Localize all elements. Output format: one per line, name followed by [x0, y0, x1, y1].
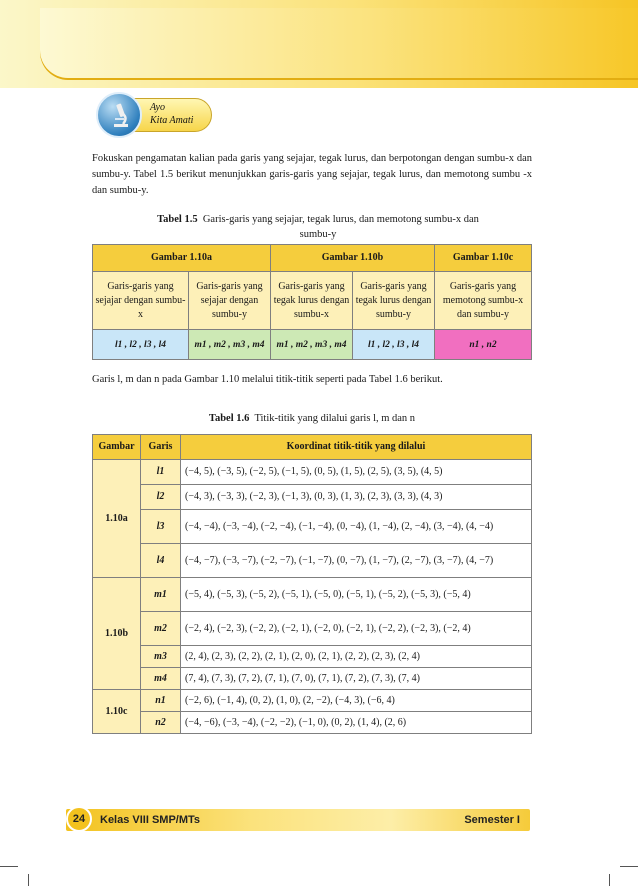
table16-line: m3 [141, 646, 181, 668]
table15-symbol: m1 , m2 , m3 , m4 [271, 330, 353, 360]
table-row [93, 578, 532, 612]
table15-symbol-row [93, 330, 532, 360]
table16-points: (−5, 4), (−5, 3), (−5, 2), (−5, 1), (−5, 0), (−5, 1), (−5, 2), (−5, 3), (−5, 4) [181, 578, 532, 612]
badge-line1: Ayo [150, 102, 165, 113]
badge-line2: Kita Amati [150, 115, 194, 126]
table16-line: m2 [141, 612, 181, 646]
table16-points: (−4, −6), (−3, −4), (−2, −2), (−1, 0), (0, 2), (1, 4), (2, 6) [181, 712, 532, 734]
table16-points: (−4, −4), (−3, −4), (−2, −4), (−1, −4), (0, −4), (1, −4), (2, −4), (3, −4), (4, −4) [181, 510, 532, 544]
table15-header-1: Gambar 1.10a [93, 245, 271, 272]
table-row [93, 612, 532, 646]
table-row [93, 712, 532, 734]
table16-points: (−4, 5), (−3, 5), (−2, 5), (−1, 5), (0, 5), (1, 5), (2, 5), (3, 5), (4, 5) [181, 460, 532, 485]
table16-points: (7, 4), (7, 3), (7, 2), (7, 1), (7, 0), (7, 1), (7, 2), (7, 3), (7, 4) [181, 668, 532, 690]
table15-desc: Garis-garis yang sejajar dengan sumbu-x [93, 272, 189, 330]
table16-points: (−2, 4), (−2, 3), (−2, 2), (−2, 1), (−2, 0), (−2, 1), (−2, 2), (−2, 3), (−2, 4) [181, 612, 532, 646]
table16-line: l1 [141, 460, 181, 485]
table-row [93, 544, 532, 578]
table16-line: n1 [141, 690, 181, 712]
crop-mark [0, 866, 18, 867]
ayo-kita-amati-badge [92, 92, 214, 138]
table15-header-2: Gambar 1.10b [271, 245, 435, 272]
badge-circle [96, 92, 142, 138]
table15-desc: Garis-garis yang sejajar dengan sumbu-y [189, 272, 271, 330]
table16-caption-label: Tabel 1.6 [208, 413, 250, 424]
table16-header-row [93, 435, 532, 460]
table-row [93, 485, 532, 510]
table15-caption [118, 212, 518, 242]
table16-line: m4 [141, 668, 181, 690]
table16-line: l2 [141, 485, 181, 510]
table15-caption-label: Tabel 1.5 [157, 214, 198, 225]
badge-text [150, 101, 193, 127]
table15-desc: Garis-garis yang memotong sumbu-x dan sumbu-y [435, 272, 532, 330]
table15-description-row [93, 272, 532, 330]
microscope-icon [111, 102, 131, 130]
table16-header: Gambar [93, 435, 141, 460]
table16-header: Garis [141, 435, 181, 460]
page-number: 24 [66, 806, 92, 832]
footer-semester: Semester I [464, 814, 520, 826]
table16-line: l3 [141, 510, 181, 544]
header-band [0, 0, 638, 88]
table16-points: (−4, −7), (−3, −7), (−2, −7), (−1, −7), (0, −7), (1, −7), (2, −7), (3, −7), (4, −7) [181, 544, 532, 578]
crop-mark [620, 866, 638, 867]
table16-points: (−2, 6), (−1, 4), (0, 2), (1, 0), (2, −2), (−4, 3), (−6, 4) [181, 690, 532, 712]
table15-symbol: l1 , l2 , l3 , l4 [353, 330, 435, 360]
crop-mark [609, 874, 610, 886]
table16-points: (−4, 3), (−3, 3), (−2, 3), (−1, 3), (0, 3), (1, 3), (2, 3), (3, 3), (4, 3) [181, 485, 532, 510]
table16-points: (2, 4), (2, 3), (2, 2), (2, 1), (2, 0), (2, 1), (2, 2), (2, 3), (2, 4) [181, 646, 532, 668]
table16-intro: Garis l, m dan n pada Gambar 1.10 melalui titik-titik seperti pada Tabel 1.6 berikut. [92, 374, 443, 385]
table15-desc: Garis-garis yang tegak lurus dengan sumbu-y [353, 272, 435, 330]
table16-group: 1.10a [93, 460, 141, 578]
table-1-5 [92, 244, 532, 360]
table16-caption-text: Titik-titik yang dilalui garis l, m dan n [254, 413, 416, 424]
table15-desc: Garis-garis yang tegak lurus dengan sumbu-x [271, 272, 353, 330]
table16-group: 1.10c [93, 690, 141, 734]
table16-header: Koordinat titik-titik yang dilalui [181, 435, 532, 460]
table-row [93, 460, 532, 485]
table16-line: n2 [141, 712, 181, 734]
table15-symbol: n1 , n2 [435, 330, 532, 360]
crop-mark [28, 874, 29, 886]
table15-header-3: Gambar 1.10c [435, 245, 532, 272]
table16-group: 1.10b [93, 578, 141, 690]
table15-symbol: m1 , m2 , m3 , m4 [189, 330, 271, 360]
table16-caption [92, 411, 532, 426]
table-row [93, 646, 532, 668]
table16-line: l4 [141, 544, 181, 578]
table-row [93, 690, 532, 712]
table-1-6 [92, 434, 532, 734]
footer-book-title: Kelas VIII SMP/MTs [100, 814, 201, 826]
table15-header-row [93, 245, 532, 272]
table15-caption-text: Garis-garis yang sejajar, tegak lurus, dan memotong sumbu-x dan [202, 214, 479, 225]
intro-paragraph: Fokuskan pengamatan kalian pada garis yang sejajar, tegak lurus, dan berpotongan dengan sumbu-x dan sumbu-y. Tabel 1.5 berikut menunjukkan garis-garis yang sejajar, tegak lurus, dan memotong sumbu -x dan sumbu-y. [92, 153, 532, 196]
table16-line: m1 [141, 578, 181, 612]
table-row [93, 668, 532, 690]
table15-caption-text2: sumbu-y [299, 229, 337, 240]
table15-symbol: l1 , l2 , l3 , l4 [93, 330, 189, 360]
table-row [93, 510, 532, 544]
